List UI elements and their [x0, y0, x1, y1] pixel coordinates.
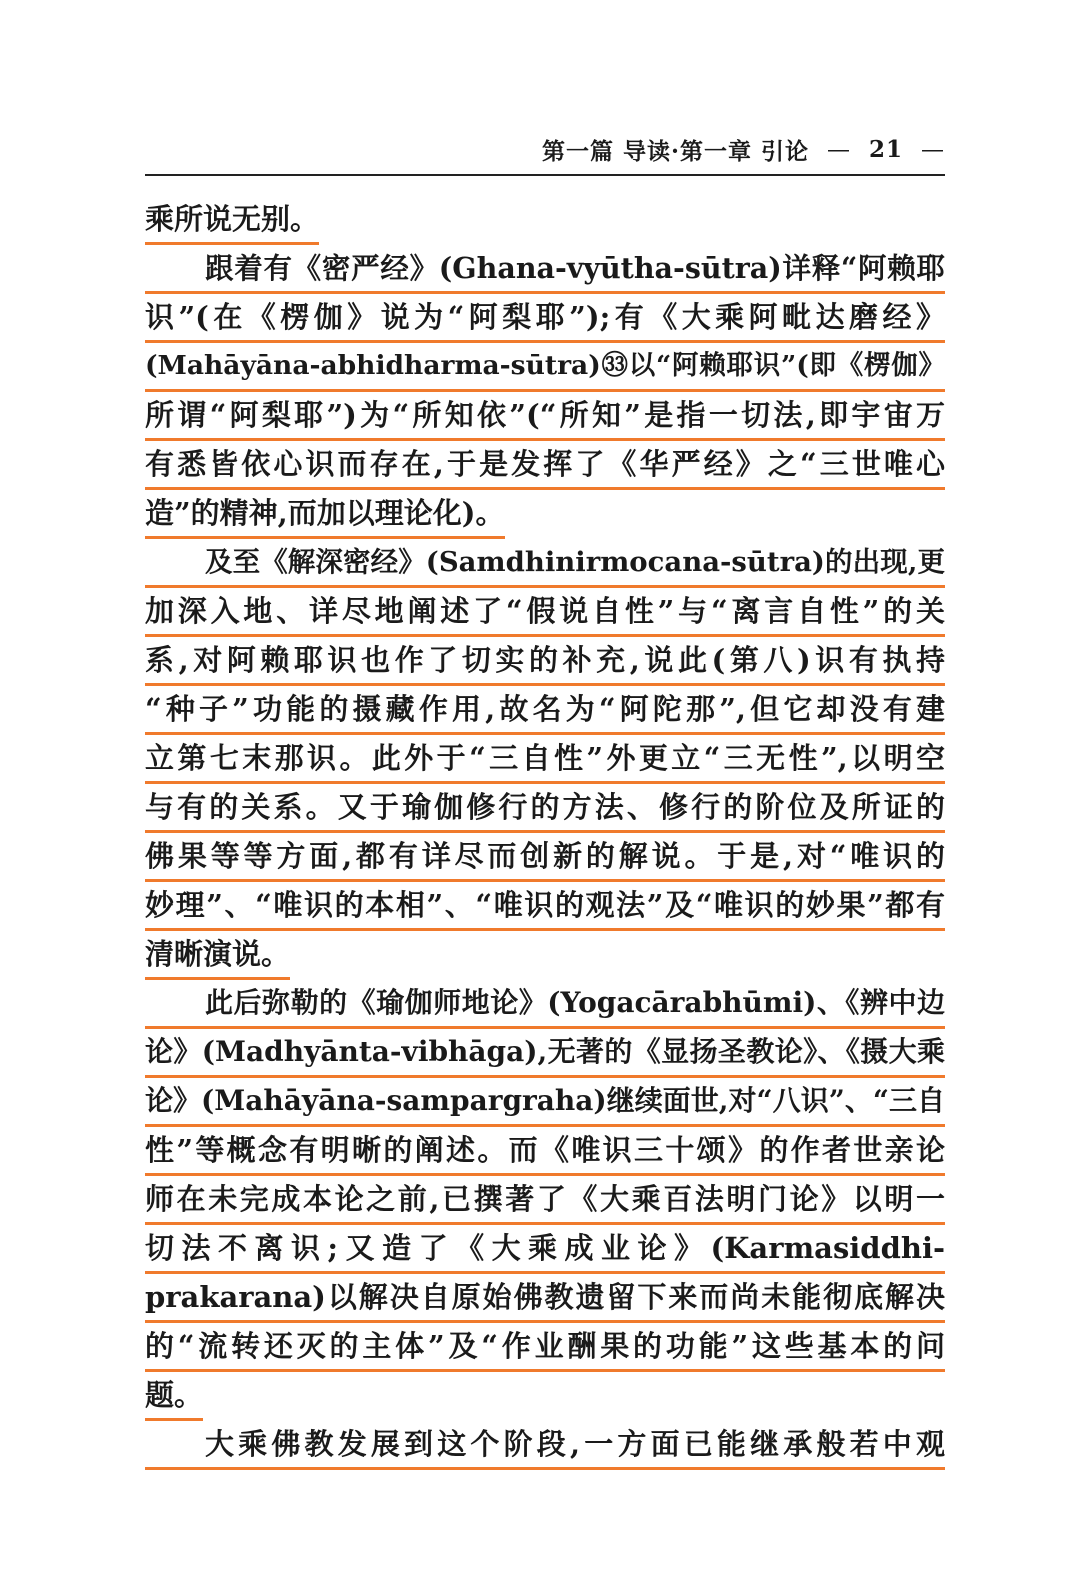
- running-title: 第一篇 导读·第一章 引论: [541, 138, 809, 165]
- text-line: 有悉皆依心识而存在,于是发挥了《华严经》之“三世唯心: [145, 441, 945, 490]
- text-line: 此后弥勒的《瑜伽师地论》(Yogacārabhūmi)、《辨中边: [145, 980, 945, 1029]
- header-rule: [145, 174, 945, 176]
- page-number: 21: [868, 136, 903, 163]
- text-line: (Mahāyāna-abhidharma-sūtra)㉝以“阿赖耶识”(即《楞伽》: [145, 343, 945, 392]
- text-line: 题。: [145, 1372, 203, 1421]
- text-line: 造”的精神,而加以理论化)。: [145, 490, 505, 539]
- text-line: 跟着有《密严经》(Ghana-vyūtha-sūtra)详释“阿赖耶: [145, 245, 945, 294]
- text-line: 与有的关系。又于瑜伽修行的方法、修行的阶位及所证的: [145, 784, 945, 833]
- text-line: “种子”功能的摄藏作用,故名为“阿陀那”,但它却没有建: [145, 686, 945, 735]
- text-line: 切法不离识;又造了《大乘成业论》(Karmasiddhi-: [145, 1225, 945, 1274]
- text-line: 大乘佛教发展到这个阶段,一方面已能继承般若中观: [145, 1421, 945, 1470]
- text-line: 论》(Madhyānta-vibhāga),无著的《显扬圣教论》、《摄大乘: [145, 1029, 945, 1078]
- header-dash-right: —: [921, 136, 945, 163]
- text-line: 妙理”、“唯识的本相”、“唯识的观法”及“唯识的妙果”都有: [145, 882, 945, 931]
- text-line: 性”等概念有明晰的阐述。而《唯识三十颂》的作者世亲论: [145, 1127, 945, 1176]
- text-line: 加深入地、详尽地阐述了“假说自性”与“离言自性”的关: [145, 588, 945, 637]
- text-line: 佛果等等方面,都有详尽而创新的解说。于是,对“唯识的: [145, 833, 945, 882]
- text-line: prakarana)以解决自原始佛教遗留下来而尚未能彻底解决: [145, 1274, 945, 1323]
- text-line: 清晰演说。: [145, 931, 290, 980]
- text-line: 乘所说无别。: [145, 196, 319, 245]
- text-line: 识”(在《楞伽》说为“阿梨耶”);有《大乘阿毗达磨经》: [145, 294, 945, 343]
- running-header: [145, 133, 945, 166]
- body-text: [145, 196, 945, 1470]
- header-dash-left: —: [826, 136, 851, 163]
- text-line: 立第七末那识。此外于“三自性”外更立“三无性”,以明空: [145, 735, 945, 784]
- text-line: 及至《解深密经》(Samdhinirmocana-sūtra)的出现,更: [145, 539, 945, 588]
- text-line: 师在未完成本论之前,已撰著了《大乘百法明门论》以明一: [145, 1176, 945, 1225]
- text-line: 论》(Mahāyāna-sampargraha)继续面世,对“八识”、“三自: [145, 1078, 945, 1127]
- text-line: 的“流转还灭的主体”及“作业酬果的功能”这些基本的问: [145, 1323, 945, 1372]
- text-line: 所谓“阿梨耶”)为“所知依”(“所知”是指一切法,即宇宙万: [145, 392, 945, 441]
- text-line: 系,对阿赖耶识也作了切实的补充,说此(第八)识有执持: [145, 637, 945, 686]
